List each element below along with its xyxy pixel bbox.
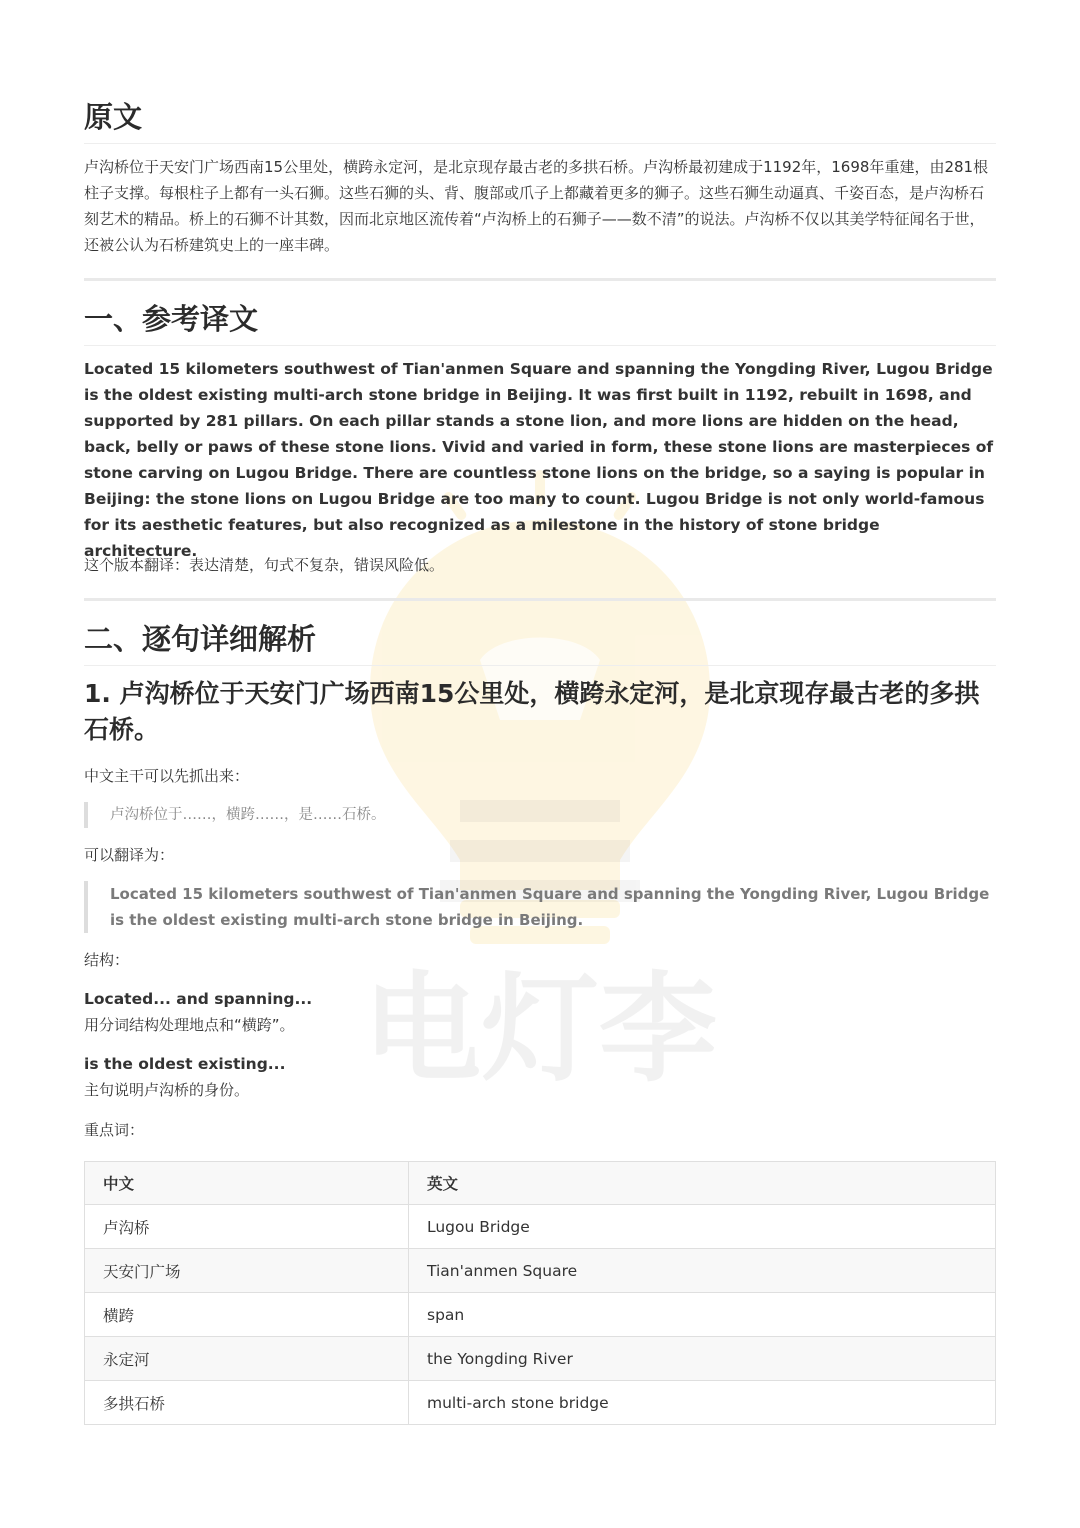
cell-english: the Yongding River <box>409 1337 996 1381</box>
heading-original: 原文 <box>84 100 996 144</box>
cell-english: Tian'anmen Square <box>409 1249 996 1293</box>
translate-label: 可以翻译为： <box>84 846 175 864</box>
keywords-table <box>84 1161 996 1425</box>
translation-text: Located 15 kilometers southwest of Tian'anmen Square and spanning the Yongding River, Lugou Bridge is the oldest existing multi-arch stone bridge in Beijing. It was first built in 1192, rebuilt in 1698, and supported by 281 pillars. On each pillar stands a stone lion, and more lions are hidden on the head, back, belly or paws of these stone lions. Vivid and varied in form, these stone lions are masterpieces of stone carving on Lugou Bridge. There are countless stone lions on the bridge, so a saying is popular in Beijing: the stone lions on Lugou Bridge are too many to count. Lugou Bridge is not only world-famous for its aesthetic features, but also recognized as a milestone in the history of stone bridge architecture. <box>84 360 994 560</box>
trunk-quote: 卢沟桥位于……，横跨……，是……石桥。 <box>84 802 990 828</box>
heading-translation: 一、参考译文 <box>84 302 996 346</box>
cell-chinese: 天安门广场 <box>85 1249 409 1293</box>
heading-analysis: 二、逐句详细解析 <box>84 622 996 666</box>
cell-chinese: 卢沟桥 <box>85 1205 409 1249</box>
cell-english: span <box>409 1293 996 1337</box>
sentence-heading: 1. 卢沟桥位于天安门广场西南15公里处，横跨永定河，是北京现存最古老的多拱石桥。 <box>84 679 980 745</box>
cell-chinese: 横跨 <box>85 1293 409 1337</box>
column-header-english: 英文 <box>409 1162 996 1205</box>
original-text: 卢沟桥位于天安门广场西南15公里处，横跨永定河，是北京现存最古老的多拱石桥。卢沟桥最初建成于1192年，1698年重建，由281根柱子支撑。每根柱子上都有一头石狮。这些石狮的头、背、腹部或爪子上都藏着更多的狮子。这些石狮生动逼真、千姿百态，是卢沟桥石刻艺术的精品。桥上的石狮不计其数，因而北京地区流传着“卢沟桥上的石狮子——数不清”的说法。卢沟桥不仅以其美学特征闻名于世，还被公认为石桥建筑史上的一座丰碑。 <box>84 158 989 254</box>
watermark-text: 电灯李 <box>362 960 718 1098</box>
trunk-label: 中文主干可以先抓出来： <box>84 767 250 785</box>
translation-note: 这个版本翻译：表达清楚，句式不复杂，错误风险低。 <box>84 556 445 574</box>
table-row <box>85 1205 996 1249</box>
structure-term: Located... and spanning... <box>84 990 313 1008</box>
table-row <box>85 1381 996 1425</box>
cell-chinese: 多拱石桥 <box>85 1381 409 1425</box>
structure-term: is the oldest existing... <box>84 1055 286 1073</box>
cell-english: multi-arch stone bridge <box>409 1381 996 1425</box>
structure-desc: 用分词结构处理地点和“横跨”。 <box>84 1016 295 1034</box>
column-header-chinese: 中文 <box>85 1162 409 1205</box>
divider-2 <box>84 598 996 601</box>
cell-english: Lugou Bridge <box>409 1205 996 1249</box>
table-row <box>85 1249 996 1293</box>
divider-1 <box>84 278 996 281</box>
cell-chinese: 永定河 <box>85 1337 409 1381</box>
translate-quote: Located 15 kilometers southwest of Tian'anmen Square and spanning the Yongding River, Lugou Bridge is the oldest existing multi-arch stone bridge in Beijing. <box>84 881 990 933</box>
table-row <box>85 1337 996 1381</box>
table-header-row <box>85 1162 996 1205</box>
keywords-label: 重点词： <box>84 1121 145 1139</box>
structure-desc: 主句说明卢沟桥的身份。 <box>84 1081 250 1099</box>
table-row <box>85 1293 996 1337</box>
structure-label: 结构： <box>84 951 130 969</box>
